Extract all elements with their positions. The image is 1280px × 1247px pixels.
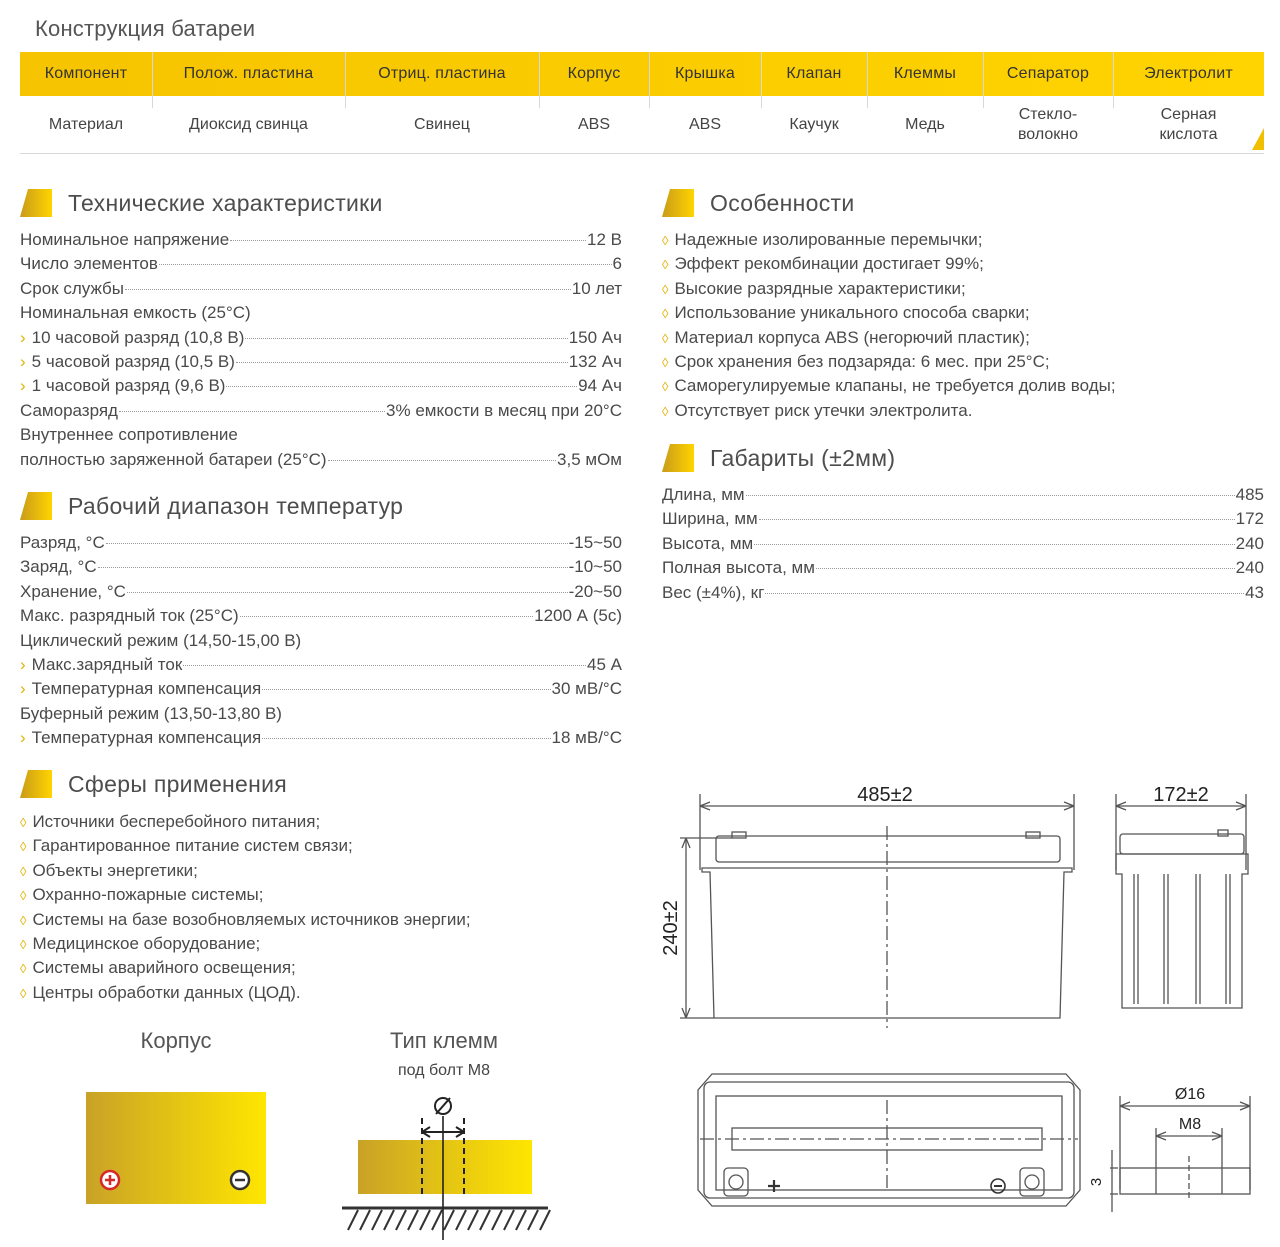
diamond-bullet-icon: ◊	[20, 863, 27, 879]
table-cell: Свинец	[414, 115, 470, 133]
section-marker-icon	[20, 189, 52, 217]
spec-label: Ширина, мм	[662, 509, 758, 529]
case-figure-title: Корпус	[140, 1028, 212, 1053]
list-item-text: Использование уникального способа сварки;	[674, 303, 1030, 323]
dot-leader	[262, 738, 550, 739]
dot-leader	[765, 593, 1244, 594]
page-title: Конструкция батареи	[35, 16, 256, 41]
diameter-dimension-label: Ø16	[1174, 1086, 1206, 1103]
spec-row: Циклический режим (14,50-15,00 В)	[20, 630, 302, 650]
section-marker-icon	[20, 492, 52, 520]
spec-label: Разряд, °С	[20, 533, 105, 552]
terminal-figure-subtitle: под болт М8	[397, 1062, 491, 1079]
header-cell: Клапан	[786, 65, 842, 82]
diamond-bullet-icon: ◊	[20, 985, 27, 1001]
width-dimension-label: 172±2	[1153, 784, 1209, 806]
tech-spec-list	[20, 230, 622, 474]
diamond-bullet-icon: ◊	[20, 936, 27, 952]
spec-label: Номинальное напряжение	[20, 230, 230, 249]
spec-value: 150 Ач	[568, 327, 622, 347]
dot-leader	[245, 338, 567, 339]
list-item-text: Надежные изолированные перемычки;	[674, 230, 983, 249]
spec-row	[20, 352, 622, 376]
dot-leader	[236, 362, 568, 363]
list-item	[662, 352, 1272, 376]
table-cell: Медь	[905, 115, 945, 133]
section-marker-icon	[662, 189, 694, 217]
dot-leader	[125, 289, 571, 290]
list-item	[662, 376, 1272, 400]
spec-row	[20, 230, 622, 254]
thickness-dimension-label: 3	[1088, 1177, 1105, 1187]
chevron-right-icon: ›	[20, 654, 26, 674]
spec-row	[20, 279, 622, 303]
list-item-text: Саморегулируемые клапаны, не требуется долив воды;	[674, 376, 1116, 396]
temp-spec-list	[20, 533, 622, 753]
spec-row	[662, 485, 1264, 509]
construction-table-row	[20, 96, 1264, 154]
spec-value: 18 мВ/°С	[551, 728, 622, 748]
dims-spec-list	[662, 485, 1264, 607]
diamond-bullet-icon: ◊	[20, 888, 27, 904]
dot-leader	[159, 264, 612, 265]
chevron-right-icon: ›	[20, 728, 26, 748]
diamond-bullet-icon: ◊	[662, 354, 669, 370]
negative-terminal-icon	[231, 1171, 249, 1189]
table-cell: ABS	[688, 115, 721, 133]
spec-value: -15~50	[568, 533, 622, 552]
section-title: Рабочий диапазон температур	[68, 492, 404, 519]
construction-table-header	[20, 52, 1264, 96]
list-item-text: Системы на базе возобновляемых источников энергии;	[32, 909, 471, 929]
spec-row	[20, 254, 622, 278]
list-item-text: Срок хранения без подзаряда: 6 мес. при 25°С;	[674, 351, 1050, 371]
dot-leader	[240, 616, 533, 617]
diamond-bullet-icon: ◊	[20, 815, 27, 830]
spec-value: -10~50	[568, 557, 622, 577]
spec-label: 1 часовой разряд (9,6 В)	[31, 376, 226, 396]
corner-accent-icon	[1252, 128, 1264, 150]
list-item	[20, 934, 630, 958]
diamond-bullet-icon: ◊	[20, 961, 27, 977]
positive-terminal-icon	[101, 1171, 119, 1189]
chevron-right-icon: ›	[20, 376, 26, 396]
list-item	[662, 230, 1272, 254]
list-item-text: Эффект рекомбинации достигает 99%;	[674, 254, 984, 274]
spec-row	[20, 533, 622, 557]
spec-value: 3% емкости в месяц при 20°С	[386, 400, 622, 420]
dot-leader	[754, 544, 1234, 545]
spec-value: 45 А	[587, 654, 622, 674]
spec-value: 10 лет	[571, 278, 622, 298]
spec-label: Температурная компенсация	[31, 679, 262, 699]
diamond-bullet-icon: ◊	[662, 330, 669, 346]
section-title: Сферы применения	[68, 770, 288, 797]
spec-row	[20, 582, 622, 606]
dot-leader	[759, 519, 1235, 520]
spec-row	[662, 583, 1264, 607]
chevron-right-icon: ›	[20, 327, 26, 347]
spec-label: Длина, мм	[662, 485, 745, 504]
section-features-heading	[662, 188, 855, 218]
list-item-text: Материал корпуса ABS (негорючий пластик);	[674, 327, 1030, 347]
list-item	[20, 861, 630, 885]
spec-label: Заряд, °С	[20, 557, 97, 577]
diamond-bullet-icon: ◊	[662, 306, 669, 322]
spec-row	[20, 606, 622, 630]
header-cell: Корпус	[567, 65, 621, 82]
spec-value: 172	[1235, 509, 1264, 529]
section-temp-heading	[20, 491, 403, 521]
minus-marker-icon	[991, 1179, 1005, 1193]
chevron-right-icon: ›	[20, 351, 26, 371]
terminal-figure-title: Тип клемм	[390, 1028, 498, 1053]
dot-leader	[127, 592, 568, 593]
section-apps-heading	[20, 769, 287, 799]
header-cell: Компонент	[44, 65, 128, 82]
spec-row	[20, 679, 622, 703]
list-item-text: Центры обработки данных (ЦОД).	[32, 982, 301, 1002]
list-item	[20, 885, 630, 909]
spec-label: Число элементов	[20, 254, 158, 274]
battery-technical-drawing	[640, 770, 1280, 1246]
list-item	[662, 303, 1272, 327]
spec-value: 94 Ач	[578, 376, 622, 396]
spec-row	[662, 558, 1264, 582]
height-dimension-label: 240±2	[660, 900, 682, 956]
header-cell: Сепаратор	[1006, 65, 1090, 82]
spec-row: Номинальная емкость (25°С)	[20, 303, 251, 323]
dot-leader	[230, 240, 586, 241]
list-item	[662, 328, 1272, 352]
section-dims-heading	[662, 443, 895, 473]
table-cell: ABS	[577, 115, 610, 133]
spec-value: 240	[1235, 533, 1264, 553]
spec-row	[662, 509, 1264, 533]
bolt-dimension-label: M8	[1178, 1116, 1202, 1133]
spec-value: 30 мВ/°С	[551, 679, 622, 699]
list-item-text: Системы аварийного освещения;	[32, 958, 296, 978]
spec-value: -20~50	[568, 581, 622, 601]
spec-value: 43	[1245, 582, 1264, 602]
diamond-bullet-icon: ◊	[662, 403, 669, 419]
list-item	[662, 401, 1272, 425]
chevron-right-icon: ›	[20, 679, 26, 699]
dot-leader	[119, 411, 385, 412]
spec-value: 3,5 мОм	[557, 449, 622, 469]
spec-label: Срок службы	[20, 278, 124, 298]
dot-leader	[746, 495, 1235, 496]
list-item	[20, 812, 630, 836]
spec-row	[20, 728, 622, 752]
list-item-text: Высокие разрядные характеристики;	[674, 278, 966, 298]
section-marker-icon	[662, 444, 694, 472]
header-cell: Электролит	[1144, 65, 1233, 82]
list-item-text: Медицинское оборудование;	[32, 933, 261, 953]
spec-label: Температурная компенсация	[31, 728, 262, 748]
dot-leader	[98, 567, 568, 568]
table-cell: Стекло- волокно	[1017, 105, 1078, 143]
diamond-bullet-icon: ◊	[662, 233, 669, 248]
section-title: Технические характеристики	[68, 189, 383, 216]
spec-row	[20, 376, 622, 400]
spec-label: Полная высота, мм	[662, 558, 815, 578]
spec-row	[20, 557, 622, 581]
list-item	[20, 836, 630, 860]
spec-row: Буферный режим (13,50-13,80 В)	[20, 703, 282, 723]
spec-value: 240	[1235, 558, 1264, 578]
spec-row	[20, 655, 622, 679]
spec-label: 10 часовой разряд (10,8 В)	[31, 327, 245, 347]
diamond-bullet-icon: ◊	[662, 281, 669, 297]
spec-label: Макс. разрядный ток (25°С)	[20, 606, 239, 626]
list-item	[20, 958, 630, 982]
features-list	[662, 230, 1272, 425]
spec-label: Высота, мм	[662, 533, 754, 553]
table-cell: Материал	[48, 115, 124, 133]
spec-row	[662, 534, 1264, 558]
diameter-icon	[435, 1098, 451, 1114]
section-tech-heading	[20, 188, 383, 218]
dot-leader	[262, 689, 550, 690]
spec-value: 12 В	[587, 230, 622, 249]
header-cell: Крышка	[674, 65, 735, 82]
header-cell: Клеммы	[893, 65, 957, 82]
spec-label: Хранение, °С	[20, 581, 126, 601]
spec-row: Внутреннее сопротивление	[20, 425, 238, 445]
diamond-bullet-icon: ◊	[662, 257, 669, 273]
list-item-text: Объекты энергетики;	[32, 860, 198, 880]
table-cell: Каучук	[789, 115, 839, 133]
spec-row	[20, 450, 622, 474]
terminal-bolt-illustration	[336, 1090, 552, 1240]
list-item	[20, 983, 630, 1007]
table-cell: Серная кислота	[1159, 105, 1218, 143]
header-cell: Отриц. пластина	[378, 65, 506, 82]
list-item	[662, 279, 1272, 303]
length-dimension-label: 485±2	[857, 784, 913, 806]
dot-leader	[226, 386, 577, 387]
section-title: Габариты (±2мм)	[710, 444, 896, 471]
table-cell: Диоксид свинца	[189, 115, 308, 133]
dot-leader	[183, 665, 586, 666]
spec-label: 5 часовой разряд (10,5 В)	[31, 351, 235, 371]
spec-label: Макс.зарядный ток	[31, 654, 183, 674]
battery-case-illustration	[84, 1090, 270, 1206]
header-cell: Полож. пластина	[183, 65, 314, 82]
section-title: Особенности	[710, 189, 855, 216]
spec-value: 6	[612, 254, 622, 274]
spec-label: Саморазряд	[20, 400, 118, 420]
diamond-bullet-icon: ◊	[20, 839, 27, 855]
dot-leader	[328, 460, 556, 461]
diamond-bullet-icon: ◊	[20, 912, 27, 928]
list-item-text: Гарантированное питание систем связи;	[32, 836, 353, 856]
list-item-text: Отсутствует риск утечки электролита.	[674, 400, 973, 420]
spec-row	[20, 328, 622, 352]
diamond-bullet-icon: ◊	[662, 379, 669, 395]
spec-value: 132 Ач	[568, 351, 622, 371]
section-marker-icon	[20, 770, 52, 798]
spec-value: 485	[1235, 485, 1264, 504]
apps-list	[20, 812, 630, 1007]
list-item	[662, 254, 1272, 278]
spec-label: полностью заряженной батареи (25°С)	[20, 449, 327, 469]
spec-label: Вес (±4%), кг	[662, 582, 765, 602]
spec-row	[20, 401, 622, 425]
list-item-text: Источники бесперебойного питания;	[32, 812, 321, 831]
dot-leader	[816, 568, 1235, 569]
dot-leader	[106, 543, 568, 544]
list-item	[20, 910, 630, 934]
spec-value: 1200 А (5с)	[534, 606, 622, 626]
list-item-text: Охранно-пожарные системы;	[32, 885, 264, 905]
